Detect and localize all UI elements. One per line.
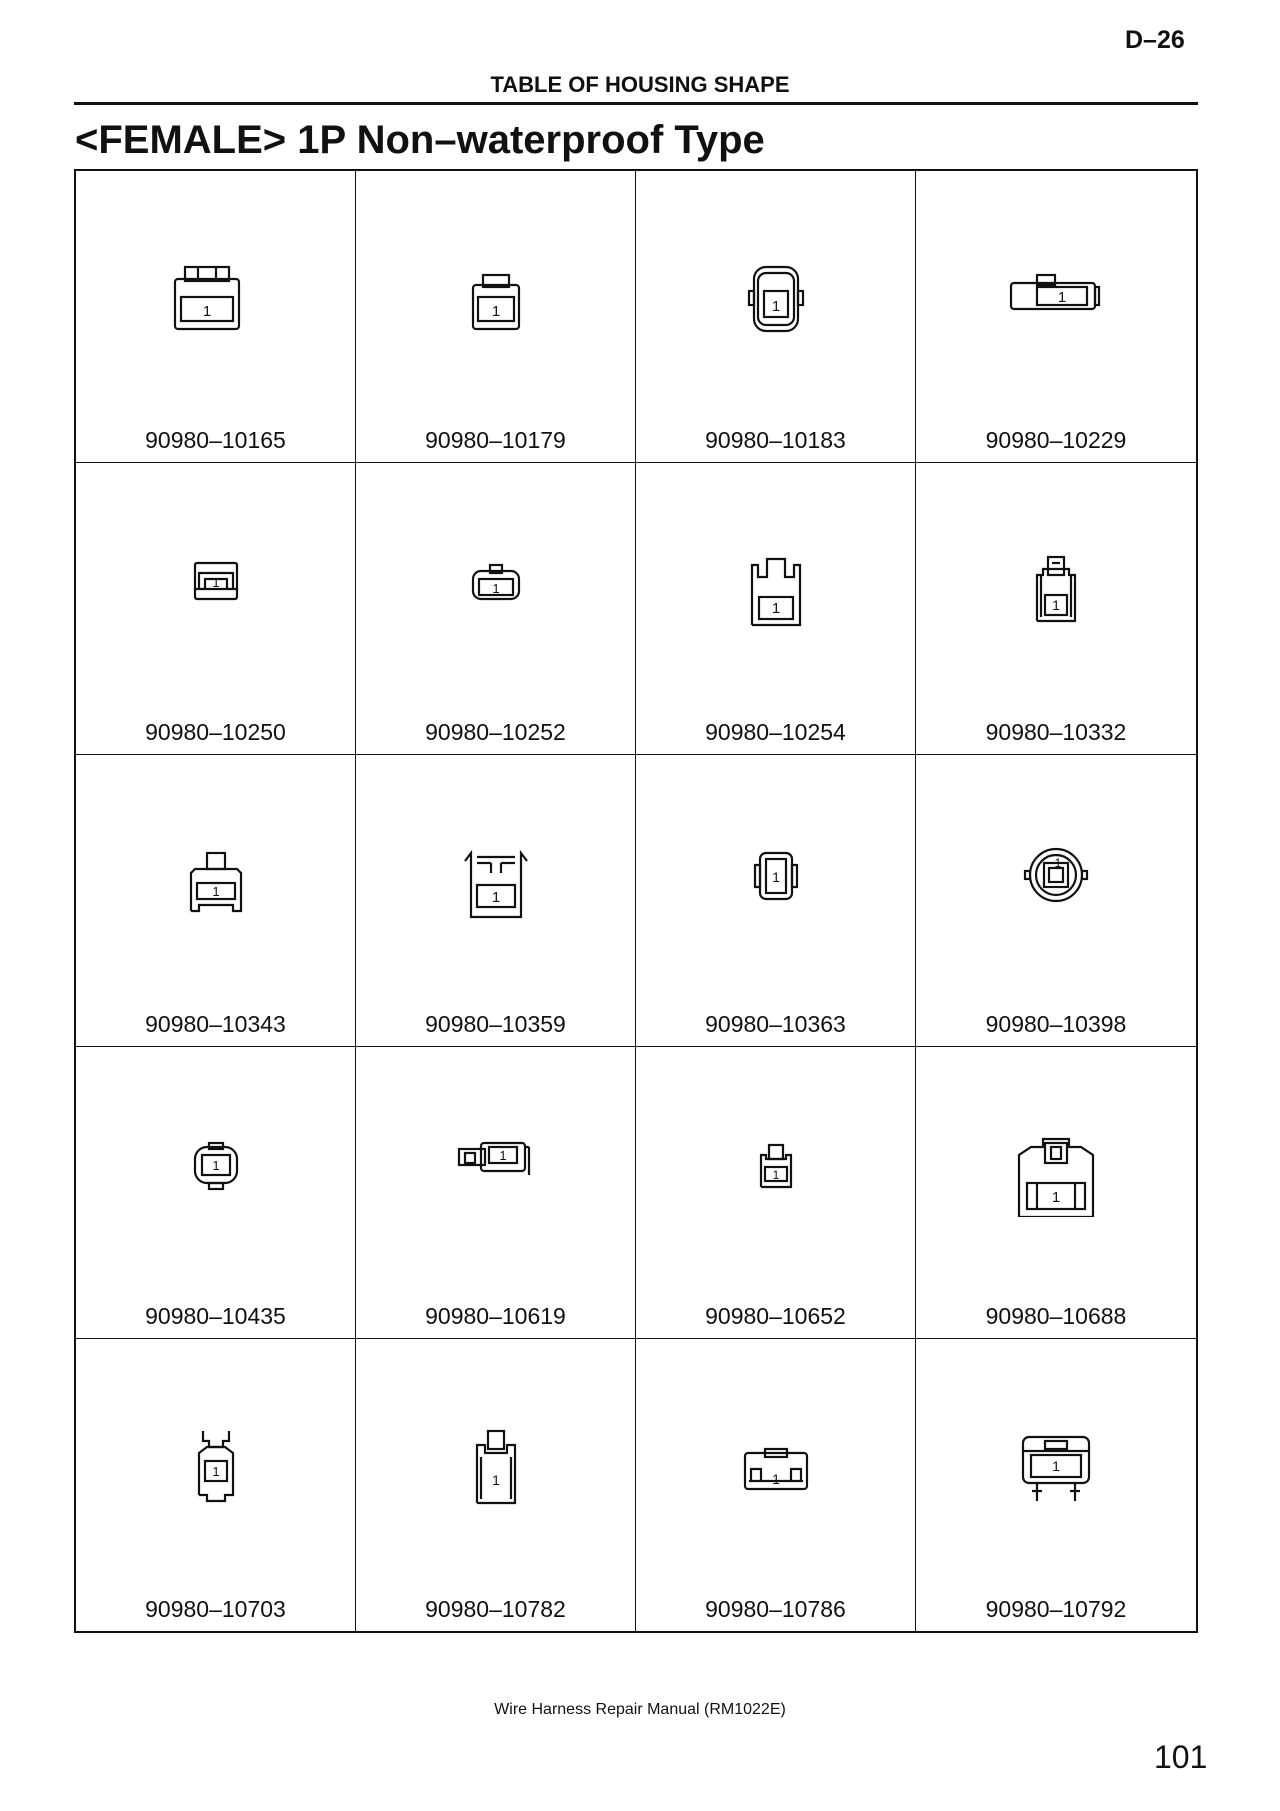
table-cell <box>916 1047 1196 1339</box>
page-heading: <FEMALE> 1P Non–waterproof Type <box>75 118 765 162</box>
page-number: 101 <box>1154 1739 1208 1775</box>
table-cell <box>356 1339 636 1631</box>
table-cell <box>356 171 636 463</box>
connector-housing-icon <box>161 261 271 341</box>
connector-housing-icon <box>1001 261 1111 341</box>
section-title: TABLE OF HOUSING SHAPE <box>490 72 790 97</box>
connector-housing-icon <box>1001 1137 1111 1217</box>
pin-number: 1 <box>491 1472 500 1488</box>
pin-number: 1 <box>491 303 500 320</box>
pin-number: 1 <box>772 1168 779 1182</box>
connector-housing-icon <box>1001 845 1111 925</box>
pin-number: 1 <box>1052 1458 1060 1474</box>
part-number: 90980–10250 <box>145 719 286 745</box>
table-cell <box>636 1339 916 1631</box>
connector-housing-icon <box>441 1429 551 1509</box>
part-number: 90980–10252 <box>425 719 566 745</box>
part-number: 90980–10792 <box>985 1596 1127 1622</box>
part-number: 90980–10183 <box>705 427 846 453</box>
table-cell <box>916 1339 1196 1631</box>
table-cell <box>76 463 356 755</box>
connector-housing-icon <box>161 1137 271 1217</box>
table-cell <box>76 755 356 1047</box>
connector-housing-icon <box>441 261 551 341</box>
pin-number: 1 <box>1057 289 1067 306</box>
connector-housing-icon <box>1001 1429 1111 1509</box>
pin-number: 1 <box>1051 1189 1061 1206</box>
pin-number: 1 <box>491 889 500 906</box>
table-cell <box>916 755 1196 1047</box>
part-number: 90980–10786 <box>705 1596 846 1622</box>
part-number: 90980–10165 <box>145 427 286 453</box>
housing-shape-table <box>74 169 1198 1633</box>
table-cell <box>76 1047 356 1339</box>
table-cell <box>636 1047 916 1339</box>
part-number: 90980–10652 <box>705 1303 846 1329</box>
part-number: 90980–10619 <box>425 1303 566 1329</box>
part-number: 90980–10179 <box>425 427 566 453</box>
part-number: 90980–10254 <box>705 719 846 745</box>
part-number: 90980–10359 <box>425 1011 566 1037</box>
table-cell <box>636 463 916 755</box>
footer-manual-title: Wire Harness Repair Manual (RM1022E) <box>494 1701 786 1718</box>
connector-housing-icon <box>721 1137 831 1217</box>
pin-number: 1 <box>1054 856 1062 870</box>
pin-number: 1 <box>202 303 211 320</box>
connector-housing-icon <box>161 845 271 925</box>
connector-housing-icon <box>721 261 831 341</box>
connector-housing-icon <box>721 845 831 925</box>
table-cell <box>356 463 636 755</box>
pin-number: 1 <box>771 298 780 315</box>
table-cell <box>636 171 916 463</box>
table-cell <box>76 171 356 463</box>
connector-housing-icon <box>1001 553 1111 633</box>
part-number: 90980–10435 <box>145 1303 286 1329</box>
part-number: 90980–10229 <box>985 427 1127 453</box>
table-cell <box>356 755 636 1047</box>
header-rule <box>74 102 1198 105</box>
connector-housing-icon <box>441 845 551 925</box>
connector-housing-icon <box>161 1429 271 1509</box>
pin-number: 1 <box>491 581 500 596</box>
table-cell <box>76 1339 356 1631</box>
part-number: 90980–10363 <box>705 1011 846 1037</box>
page-code: D–26 <box>1125 26 1185 54</box>
pin-number: 1 <box>211 884 220 899</box>
part-number: 90980–10398 <box>985 1011 1127 1037</box>
table-cell <box>916 171 1196 463</box>
connector-housing-icon <box>161 553 271 633</box>
part-number: 90980–10332 <box>985 719 1127 745</box>
table-cell <box>916 463 1196 755</box>
connector-housing-icon <box>721 1429 831 1509</box>
pin-number: 1 <box>211 1464 220 1479</box>
part-number: 90980–10782 <box>425 1596 566 1622</box>
connector-housing-icon <box>721 553 831 633</box>
pin-number: 1 <box>211 1158 220 1173</box>
pin-number: 1 <box>771 600 780 617</box>
table-cell <box>356 1047 636 1339</box>
connector-housing-icon <box>441 553 551 633</box>
part-number: 90980–10703 <box>145 1596 286 1622</box>
pin-number: 1 <box>1052 597 1060 613</box>
connector-housing-icon <box>441 1137 551 1217</box>
pin-number: 1 <box>211 575 220 590</box>
pin-number: 1 <box>498 1148 507 1163</box>
pin-number: 1 <box>771 869 780 885</box>
table-cell <box>636 755 916 1047</box>
pin-number: 1 <box>771 1471 780 1487</box>
part-number: 90980–10688 <box>985 1303 1127 1329</box>
part-number: 90980–10343 <box>145 1011 286 1037</box>
